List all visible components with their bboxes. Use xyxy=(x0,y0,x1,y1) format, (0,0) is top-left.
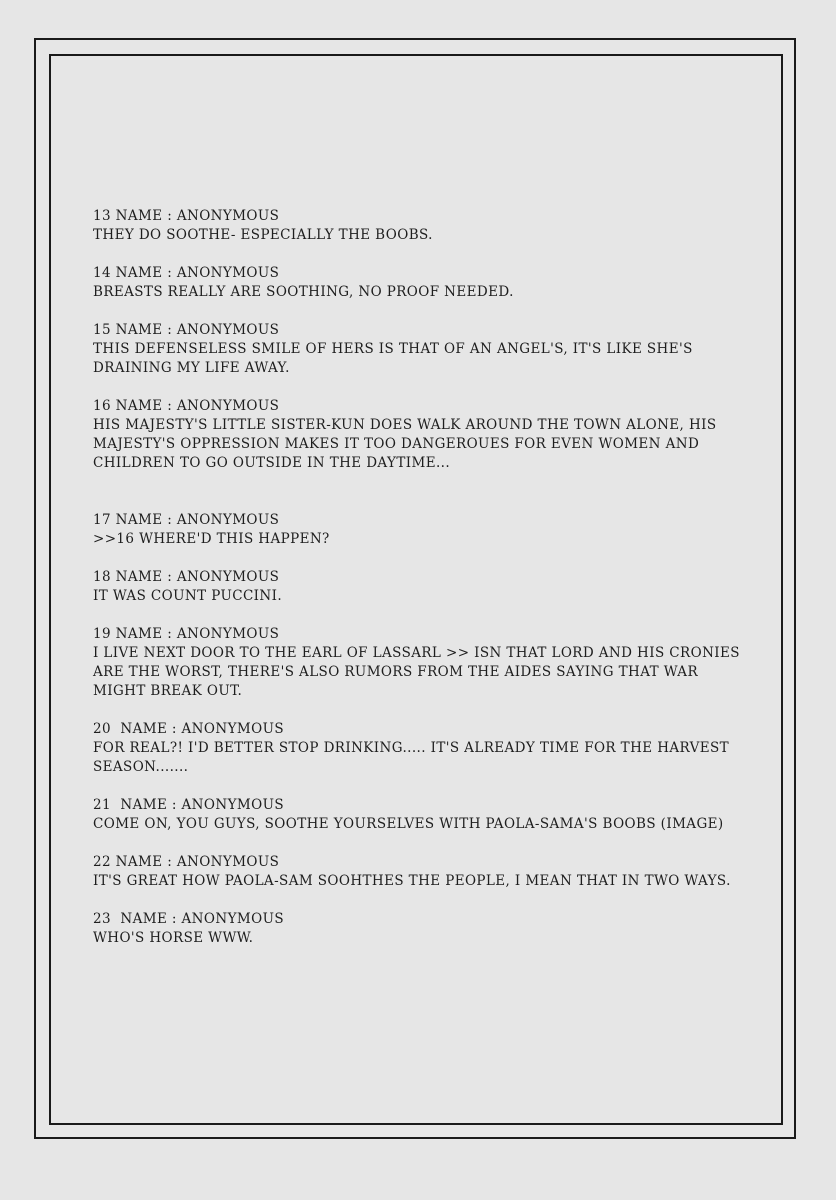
post-header: 22 NAME : ANONYMOUS xyxy=(93,854,280,870)
post-body: >>16 WHERE'D THIS HAPPEN? xyxy=(93,531,330,547)
forum-thread xyxy=(93,207,753,967)
post-23 xyxy=(93,910,753,948)
post-header: 20 NAME : ANONYMOUS xyxy=(93,721,285,737)
post-13 xyxy=(93,207,753,245)
post-15 xyxy=(93,321,753,378)
post-body: COME ON, YOU GUYS, SOOTHE YOURSELVES WITH PAOLA-SAMA'S BOOBS (IMAGE) xyxy=(93,816,724,832)
post-header: 16 NAME : ANONYMOUS xyxy=(93,398,280,414)
post-21 xyxy=(93,796,753,834)
post-body: FOR REAL?! I'D BETTER STOP DRINKING..... IT'S ALREADY TIME FOR THE HARVEST SEASON....... xyxy=(93,740,734,775)
post-header: 14 NAME : ANONYMOUS xyxy=(93,265,280,281)
post-body: IT WAS COUNT PUCCINI. xyxy=(93,588,283,604)
post-body: THEY DO SOOTHE- ESPECIALLY THE BOOBS. xyxy=(93,227,433,243)
post-16 xyxy=(93,397,753,473)
post-body: I LIVE NEXT DOOR TO THE EARL OF LASSARL >> ISN THAT LORD AND HIS CRONIES ARE THE WORST, THERE'S ALSO RUMORS FROM THE AIDES SAYING THAT WAR MIGHT BREAK OUT. xyxy=(93,645,745,699)
post-body: WHO'S HORSE WWW. xyxy=(93,930,254,946)
post-header: 19 NAME : ANONYMOUS xyxy=(93,626,280,642)
post-20 xyxy=(93,720,753,777)
post-body: HIS MAJESTY'S LITTLE SISTER-KUN DOES WALK AROUND THE TOWN ALONE, HIS MAJESTY'S OPPRESSION MAKES IT TOO DANGEROUES FOR EVEN WOMEN AND CHILDREN TO GO OUTSIDE IN THE DAYTIME... xyxy=(93,417,722,471)
post-header: 21 NAME : ANONYMOUS xyxy=(93,797,285,813)
post-header: 17 NAME : ANONYMOUS xyxy=(93,512,280,528)
post-header: 18 NAME : ANONYMOUS xyxy=(93,569,280,585)
post-body: THIS DEFENSELESS SMILE OF HERS IS THAT OF AN ANGEL'S, IT'S LIKE SHE'S DRAINING MY LIFE AWAY. xyxy=(93,341,698,376)
post-22 xyxy=(93,853,753,891)
post-header: 15 NAME : ANONYMOUS xyxy=(93,322,280,338)
post-body: IT'S GREAT HOW PAOLA-SAM SOOHTHES THE PEOPLE, I MEAN THAT IN TWO WAYS. xyxy=(93,873,731,889)
post-header: 23 NAME : ANONYMOUS xyxy=(93,911,285,927)
post-19 xyxy=(93,625,753,701)
post-header: 13 NAME : ANONYMOUS xyxy=(93,208,280,224)
post-body: BREASTS REALLY ARE SOOTHING, NO PROOF NEEDED. xyxy=(93,284,514,300)
post-17 xyxy=(93,511,753,549)
post-14 xyxy=(93,264,753,302)
post-18 xyxy=(93,568,753,606)
